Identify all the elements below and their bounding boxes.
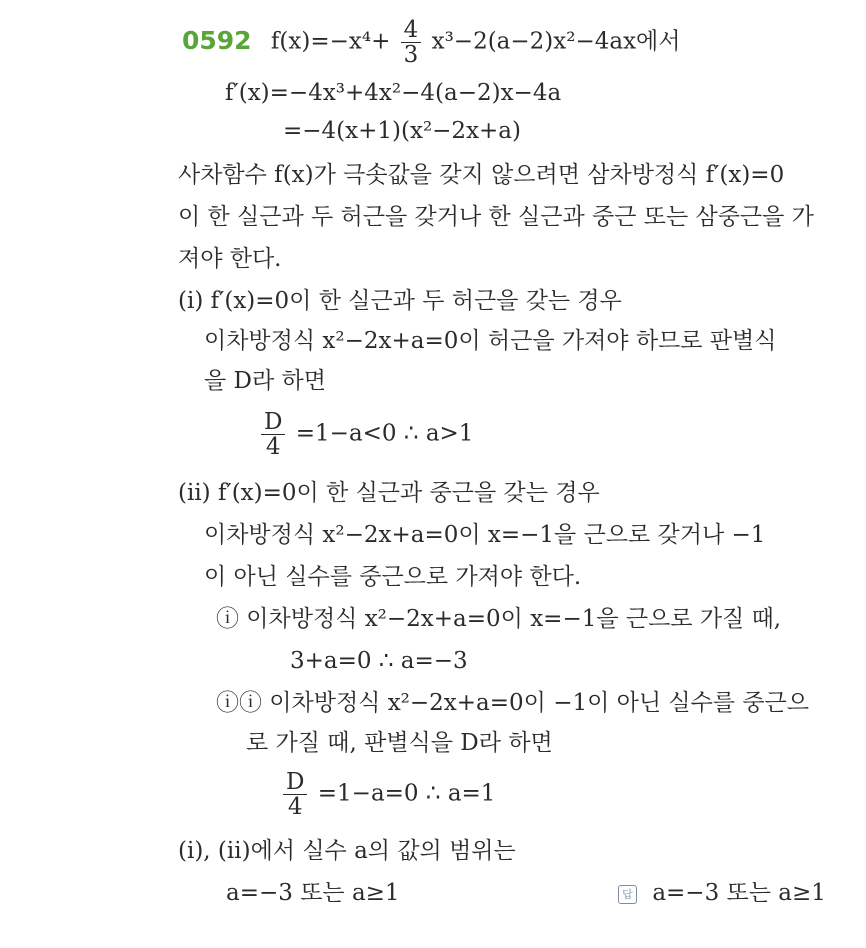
fraction-denominator: 4 bbox=[287, 794, 303, 820]
fraction-four-thirds bbox=[401, 18, 422, 67]
subcase-one-result: 3+a=0 ∴ a=−3 bbox=[290, 648, 468, 674]
fraction-numerator: D bbox=[261, 410, 285, 435]
conclusion-range: a=−3 또는 a≥1 bbox=[226, 880, 400, 906]
subcase-one-text: ⓘ 이차방정식 x²−2x+a=0이 x=−1을 근으로 가질 때, bbox=[216, 606, 782, 632]
derivative-line: f′(x)=−4x³+4x²−4(a−2)x−4a bbox=[225, 80, 562, 106]
fraction-numerator: 4 bbox=[401, 18, 422, 43]
problem-number: 0592 bbox=[182, 25, 252, 55]
answer-block bbox=[618, 878, 826, 908]
fraction-numerator: D bbox=[283, 770, 307, 795]
problem-header bbox=[182, 18, 681, 67]
case-two-heading: (ⅱ) f′(x)=0이 한 실근과 중근을 갖는 경우 bbox=[178, 480, 600, 506]
subcase-two-text-1: ⓘⓘ 이차방정식 x²−2x+a=0이 −1이 아닌 실수를 중근으 bbox=[216, 690, 809, 716]
text-line-5: 이 한 실근과 두 허근을 갖거나 한 실근과 중근 또는 삼중근을 가 bbox=[178, 204, 814, 230]
function-definition-rest: x³−2(a−2)x²−4ax에서 bbox=[431, 28, 681, 55]
discriminant-equation: =1−a=0 ∴ a=1 bbox=[317, 780, 496, 807]
case-one-text-2: 을 D라 하면 bbox=[204, 368, 326, 394]
case-one-discriminant bbox=[258, 410, 473, 459]
subcase-two-discriminant bbox=[280, 770, 495, 819]
answer-text: a=−3 또는 a≥1 bbox=[652, 880, 826, 906]
text-line-6: 져야 한다. bbox=[178, 246, 282, 272]
fraction-denominator: 3 bbox=[403, 42, 419, 68]
factored-line: =−4(x+1)(x²−2x+a) bbox=[283, 118, 521, 144]
text-line-4: 사차함수 f(x)가 극솟값을 갖지 않으려면 삼차방정식 f′(x)=0 bbox=[178, 162, 785, 188]
answer-icon: 답 bbox=[618, 885, 637, 904]
case-two-text-2: 이 아닌 실수를 중근으로 가져야 한다. bbox=[204, 564, 582, 590]
case-one-text-1: 이차방정식 x²−2x+a=0이 허근을 가져야 하므로 판별식 bbox=[204, 328, 777, 354]
conclusion-text: (ⅰ), (ⅱ)에서 실수 a의 값의 범위는 bbox=[178, 838, 516, 864]
fraction-d-over-4 bbox=[283, 770, 307, 819]
fraction-denominator: 4 bbox=[265, 434, 281, 460]
function-definition: f(x)=−x⁴+ bbox=[270, 28, 391, 55]
subcase-two-text-2: 로 가질 때, 판별식을 D라 하면 bbox=[246, 730, 553, 756]
discriminant-inequality: =1−a<0 ∴ a>1 bbox=[295, 420, 474, 447]
fraction-d-over-4 bbox=[261, 410, 285, 459]
case-two-text-1: 이차방정식 x²−2x+a=0이 x=−1을 근으로 갖거나 −1 bbox=[204, 522, 766, 548]
case-one-heading: (ⅰ) f′(x)=0이 한 실근과 두 허근을 갖는 경우 bbox=[178, 288, 622, 314]
